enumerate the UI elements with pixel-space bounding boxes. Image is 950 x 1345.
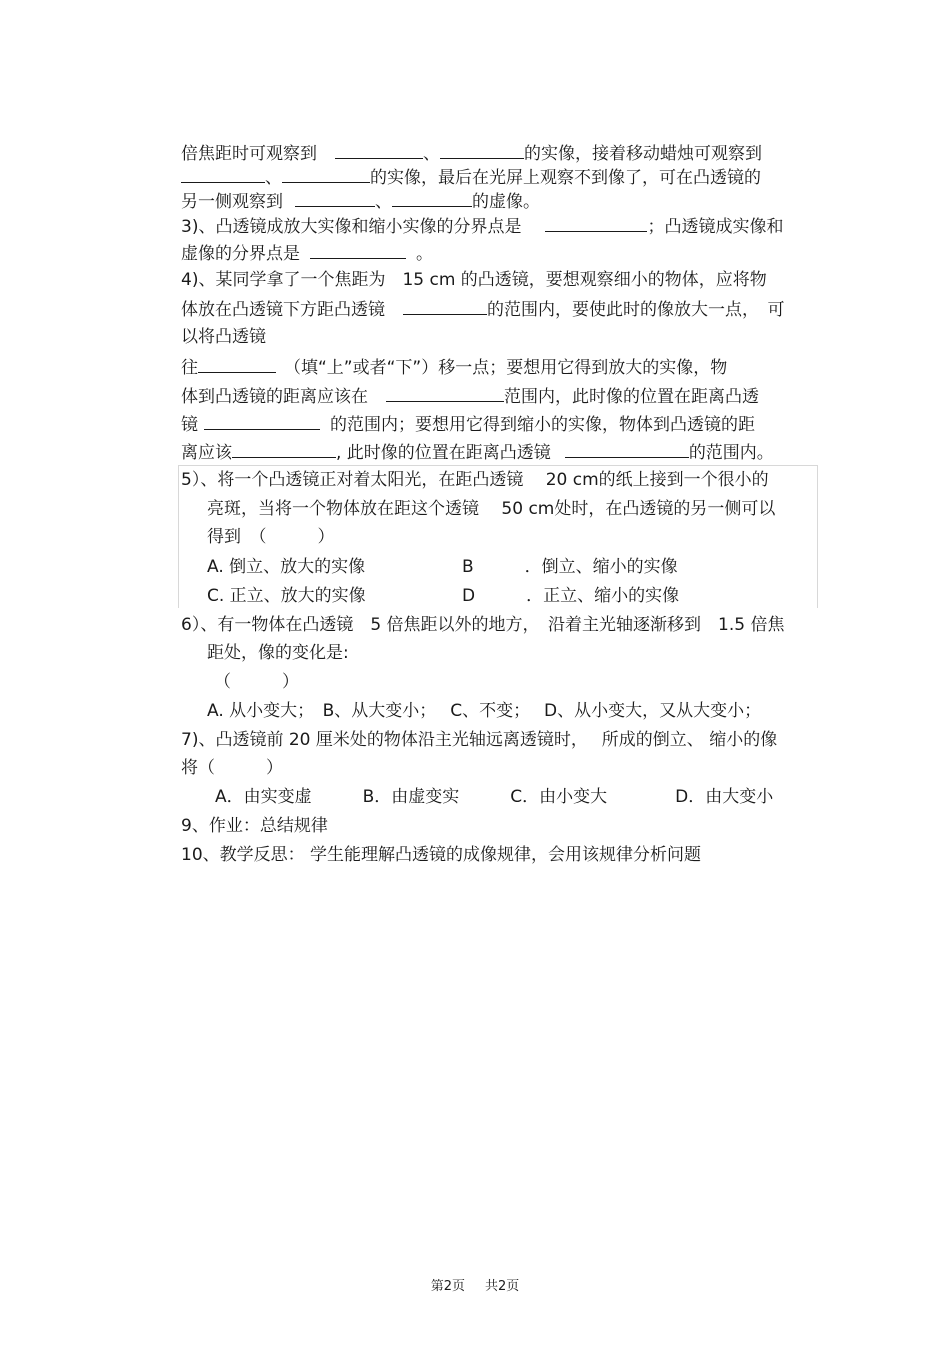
- question-5: [181, 469, 769, 491]
- text: 范围内，此时像的位置在距离凸透: [504, 387, 759, 407]
- text: 往: [181, 358, 198, 378]
- text: 的范围内；要想用它得到缩小的实像，物体到凸透镜的距: [330, 415, 755, 435]
- option-c: [207, 585, 366, 607]
- text-line: [181, 214, 783, 238]
- blank: [545, 214, 647, 232]
- text-line: [181, 844, 701, 866]
- text: 体放在凸透镜下方距凸透镜: [181, 300, 385, 320]
- text: A. 从小变大； B、从大变小； C、不变； D、从小变大，又从大变小；: [207, 701, 762, 721]
- text: A．由实变虚 B．由虚变实 C．由小变大 D．由大变小: [215, 787, 774, 807]
- blank: [181, 165, 265, 183]
- text: 、: [375, 192, 392, 212]
- question-6: [181, 614, 784, 636]
- blank: [232, 440, 336, 458]
- text-line: [181, 815, 328, 837]
- text: 5）、将一个凸透镜正对着太阳光，在距凸透镜 20 cm的纸上接到一个很小的: [181, 470, 769, 490]
- page-footer: [0, 1275, 950, 1294]
- blank: [282, 165, 370, 183]
- option-a: [207, 556, 365, 578]
- blank: [392, 189, 472, 207]
- options-line: [215, 786, 773, 808]
- question-7: [181, 729, 777, 751]
- text: ；凸透镜成实像和: [647, 217, 784, 237]
- blank: [310, 241, 406, 259]
- blank: [295, 189, 375, 207]
- options-line: [207, 700, 761, 722]
- text: 镜: [181, 415, 198, 435]
- text: 得到 （ ）: [207, 527, 335, 547]
- text: 的范围内，要使此时的像放大一点， 可: [487, 300, 785, 320]
- option-d: [462, 585, 679, 607]
- text-line: [181, 326, 266, 348]
- text-line: [181, 355, 727, 379]
- text: 以将凸透镜: [181, 327, 266, 347]
- text: 4)、某同学拿了一个焦距为 15 cm 的凸透镜，要想观察细小的物体，应将物: [181, 270, 767, 290]
- text: 7)、凸透镜前 20 厘米处的物体沿主光轴远离透镜时， 所成的倒立、 缩小的像: [181, 730, 778, 750]
- text: 、: [423, 144, 440, 164]
- text-line: [181, 141, 762, 165]
- text-line: [207, 642, 349, 664]
- text-line: [181, 189, 540, 213]
- blank: [403, 297, 487, 315]
- text: 的实像，接着移动蜡烛可观察到: [524, 144, 762, 164]
- text-line: [207, 498, 775, 520]
- blank: [440, 141, 524, 159]
- text: （填“上”或者“下”）移一点；要想用它得到放大的实像，物: [284, 358, 728, 378]
- text: 。: [416, 244, 433, 264]
- text: 、: [265, 168, 282, 188]
- text: 体到凸透镜的距离应该在: [181, 387, 368, 407]
- blank: [565, 440, 689, 458]
- text-line: [181, 440, 774, 464]
- text-line: [181, 757, 283, 779]
- text: A. 倒立、放大的实像: [207, 557, 366, 577]
- text: 将（ ）: [181, 758, 283, 778]
- text-line: [181, 297, 785, 321]
- text: 9、作业：总结规律: [181, 816, 328, 836]
- text: 虚像的分界点是: [181, 244, 300, 264]
- page-number: 第2页: [430, 1279, 465, 1294]
- text-line: [181, 384, 759, 408]
- text-line: [181, 241, 433, 265]
- option-b: [462, 556, 678, 578]
- text: （ ）: [214, 672, 299, 692]
- text: 10、教学反思： 学生能理解凸透镜的成像规律，会用该规律分析问题: [181, 845, 702, 865]
- text: 的实像，最后在光屏上观察不到像了，可在凸透镜的: [370, 168, 761, 188]
- text: 的虚像。: [472, 192, 540, 212]
- text: 6）、有一物体在凸透镜 5 倍焦距以外的地方， 沿着主光轴逐渐移到 1.5 倍焦: [181, 615, 785, 635]
- text-line: [181, 165, 761, 189]
- text: 的范围内。: [688, 443, 774, 463]
- text: 距处，像的变化是:: [207, 643, 349, 663]
- text: 倍焦距时可观察到: [181, 144, 317, 164]
- text-line: [214, 671, 299, 693]
- blank: [204, 412, 320, 430]
- page-total: 共2页: [485, 1279, 520, 1294]
- text: , 此时像的位置在距离凸透镜: [336, 443, 551, 463]
- text: 另一侧观察到: [181, 192, 283, 212]
- blank: [335, 141, 423, 159]
- text: 亮斑，当将一个物体放在距这个透镜 50 cm处时，在凸透镜的另一侧可以: [207, 499, 776, 519]
- text: C. 正立、放大的实像: [207, 586, 366, 606]
- text: D ．正立、缩小的实像: [462, 586, 680, 606]
- blank: [386, 384, 504, 402]
- text: 离应该: [181, 443, 232, 463]
- text: 3)、凸透镜成放大实像和缩小实像的分界点是: [181, 217, 522, 237]
- text-line: [181, 269, 767, 291]
- text-line: [207, 526, 335, 548]
- text-line: [181, 412, 755, 436]
- text: B ．倒立、缩小的实像: [462, 557, 678, 577]
- blank: [198, 355, 276, 373]
